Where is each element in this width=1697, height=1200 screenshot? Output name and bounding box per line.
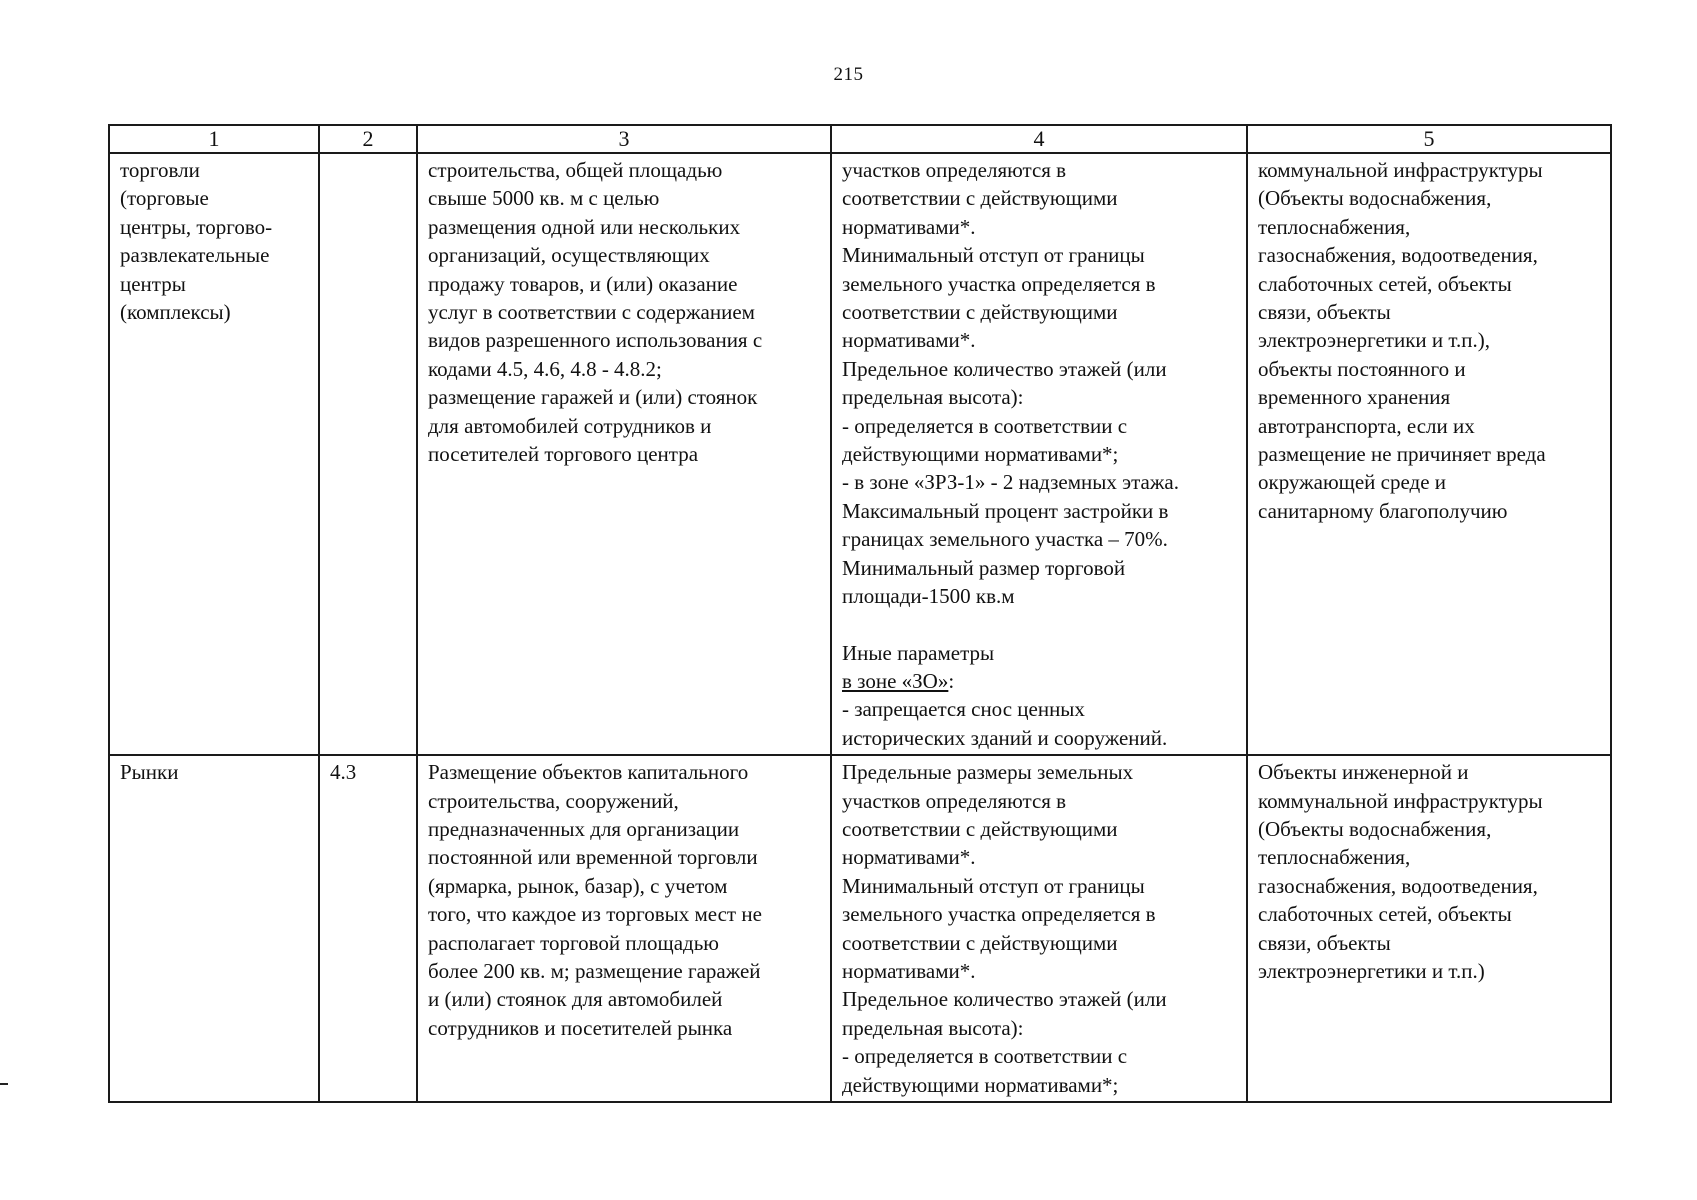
infrastructure-text: коммунальной инфраструктуры (Объекты водоснабжения, теплоснабжения, газоснабжения, водоотведения, слаботочных сетей, объекты связи, объекты электроэнергетики и т.п.), объекты постоянного и временного хранения автотранспорта, если их размещение не причиняет вреда окружающей среде и санитарному благополучию [1258, 158, 1546, 523]
use-description: строительства, общей площадью свыше 5000 кв. м с целью размещения одной или нескольких организаций, осуществляющих продажу товаров, и (или) оказание услуг в соответствии с содержанием видов разрешенного использования с кодами 4.5, 4.6, 4.8 - 4.8.2; размещение гаражей и (или) стоянок для автомобилей сотрудников и посетителей торгового центра [428, 158, 763, 467]
spacer [842, 611, 1236, 639]
use-code: 4.3 [330, 760, 357, 785]
page-number: 215 [833, 64, 864, 85]
code-cell [319, 755, 417, 1102]
other-params-label: Иные параметры [842, 640, 995, 665]
header-col-2: 2 [319, 125, 417, 153]
use-description: Размещение объектов капитального строительства, сооружений, предназначенных для организации постоянной или временной торговли (ярмарка, рынок, базар), с учетом того, что каждое из торговых мест не располагает торговой площадью более 200 кв. м; размещение гаражей и (или) стоянок для автомобилей сотрудников и посетителей рынка [428, 760, 762, 1040]
use-type-name: торговли (торговые центры, торгово- развлекательные центры (комплексы) [120, 158, 273, 325]
margin-mark [0, 1083, 8, 1085]
parameters-text: Предельные размеры земельных участков определяются в соответствии с действующими нормативами*. Минимальный отступ от границы земельного участка определяется в соответствии с действующими нормативами*. Предельное количество этажей (или предельная высота): - определяется в соответствии с действующими нормативами*; [842, 760, 1167, 1097]
code-cell [319, 153, 417, 755]
header-col-1: 1 [109, 125, 319, 153]
zone-colon: : [948, 668, 955, 693]
header-col-3: 3 [417, 125, 831, 153]
table-header-row [109, 125, 1611, 153]
description-cell [417, 153, 831, 755]
parameters-cell [831, 755, 1247, 1102]
zone-label: в зоне «ЗО» [842, 668, 949, 693]
table-row [109, 153, 1611, 755]
table-row [109, 755, 1611, 1102]
use-type-name: Рынки [120, 760, 179, 785]
header-col-5: 5 [1247, 125, 1611, 153]
infrastructure-cell [1247, 153, 1611, 755]
infrastructure-cell [1247, 755, 1611, 1102]
use-type-cell [109, 755, 319, 1102]
infrastructure-text: Объекты инженерной и коммунальной инфраструктуры (Объекты водоснабжения, теплоснабжения, газоснабжения, водоотведения, слаботочных сетей, объекты связи, объекты электроэнергетики и т.п.) [1258, 760, 1543, 983]
description-cell [417, 755, 831, 1102]
header-col-4: 4 [831, 125, 1247, 153]
restriction-text: - запрещается снос ценных исторических зданий и сооружений. [842, 697, 1168, 750]
use-type-cell [109, 153, 319, 755]
land-use-table [108, 124, 1612, 1103]
parameters-text: участков определяются в соответствии с действующими нормативами*. Минимальный отступ от границы земельного участка определяется в соответствии с действующими нормативами*. Предельное количество этажей (или предельная высота): - определяется в соответствии с действующими нормативами*; - в зоне «ЗРЗ-1» - 2 надземных этажа. Максимальный процент застройки в границах земельного участка – 70%. Минимальный размер торговой площади-1500 кв.м [842, 158, 1179, 609]
parameters-cell [831, 153, 1247, 755]
zone-line [842, 667, 1236, 695]
